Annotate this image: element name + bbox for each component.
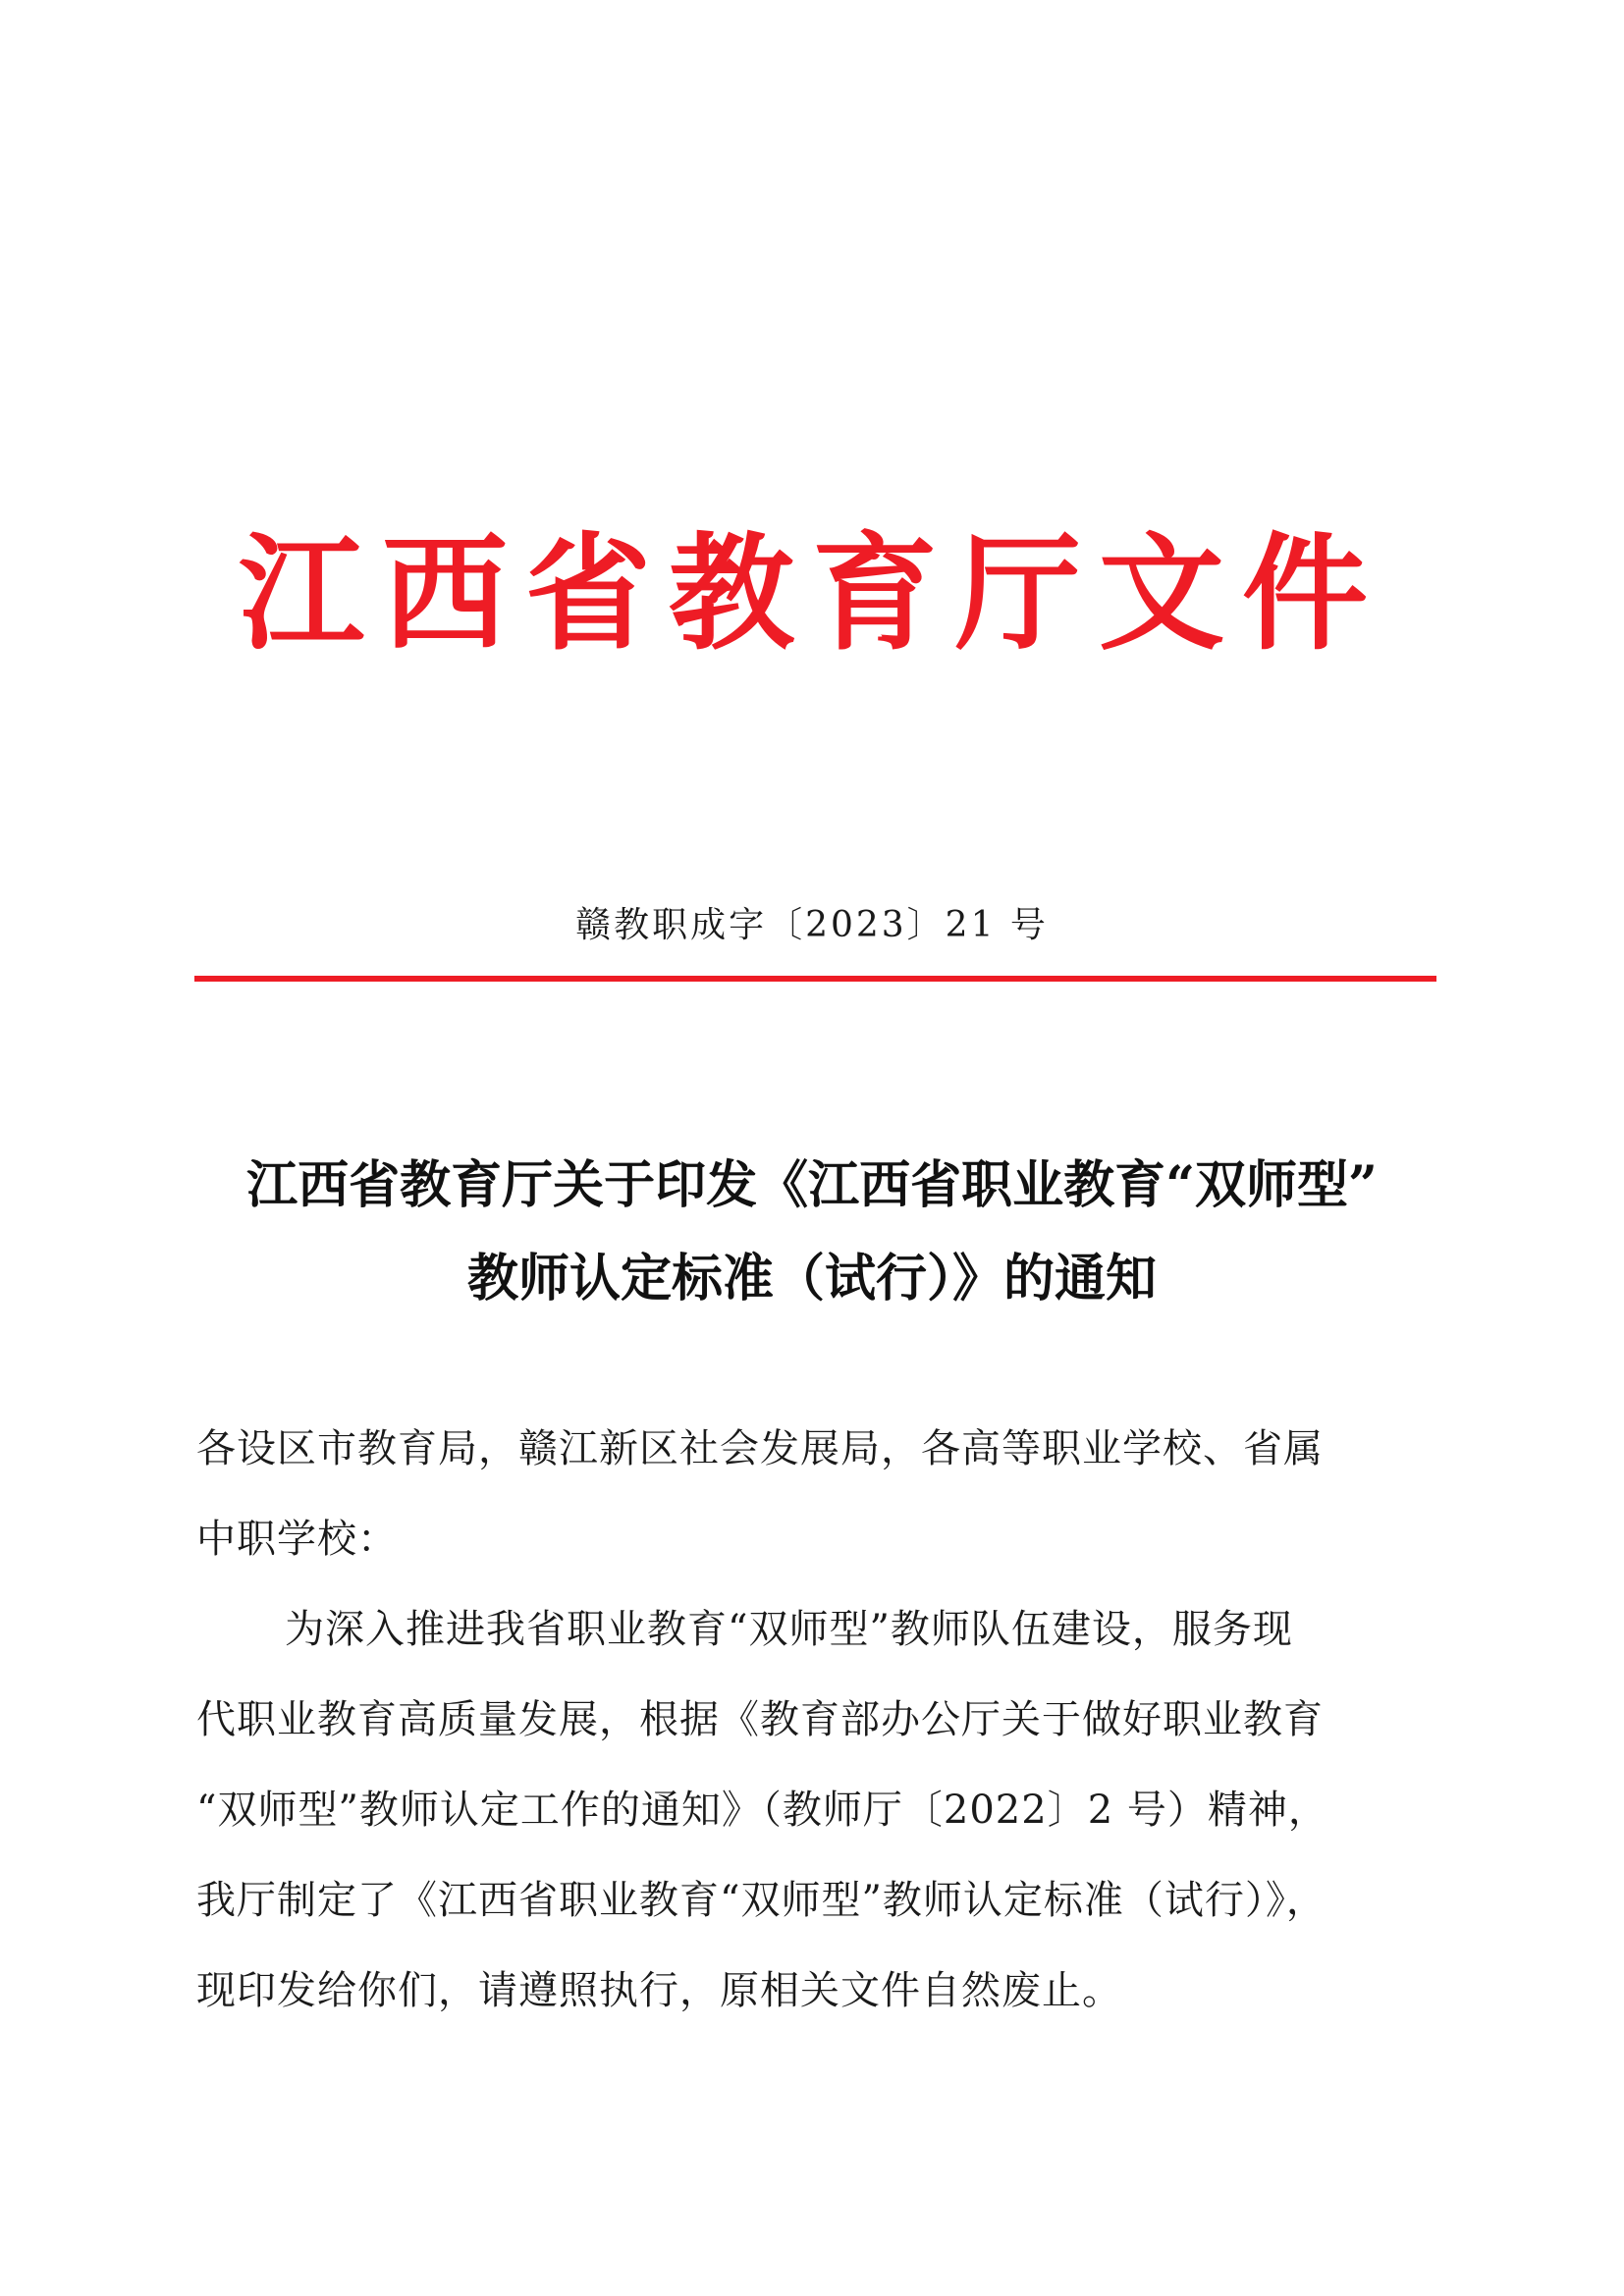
document-title-line-2: 教师认定标准（试行）》的通知 — [466, 1249, 1157, 1308]
addressee-line-1: 各设区市教育局，赣江新区社会发展局，各高等职业学校、省属 — [196, 1426, 1324, 1471]
body-paragraph-line-4: 我厅制定了《江西省职业教育“双师型”教师认定标准（试行）》， — [196, 1878, 1326, 1923]
document-masthead: 江西省教育厅文件 — [238, 520, 1385, 667]
body-paragraph-line-2: 代职业教育高质量发展，根据《教育部办公厅关于做好职业教育 — [196, 1697, 1324, 1742]
document-number: 赣教职成字〔2023〕21 号 — [575, 905, 1049, 945]
document-title-line-1: 江西省教育厅关于印发《江西省职业教育“双师型” — [246, 1155, 1378, 1215]
document-title — [147, 1139, 1477, 1325]
body-paragraph-line-1: 为深入推进我省职业教育“双师型”教师队伍建设，服务现 — [285, 1607, 1293, 1652]
body-paragraph-line-3: “双师型”教师认定工作的通知》（教师厅〔2022〕2 号）精神， — [196, 1788, 1328, 1833]
addressee-line-2: 中职学校： — [196, 1517, 398, 1562]
red-divider-line — [194, 976, 1436, 982]
document-body — [196, 1404, 1438, 2036]
body-paragraph-line-5: 现印发给你们，请遵照执行，原相关文件自然废止。 — [196, 1968, 1122, 2013]
